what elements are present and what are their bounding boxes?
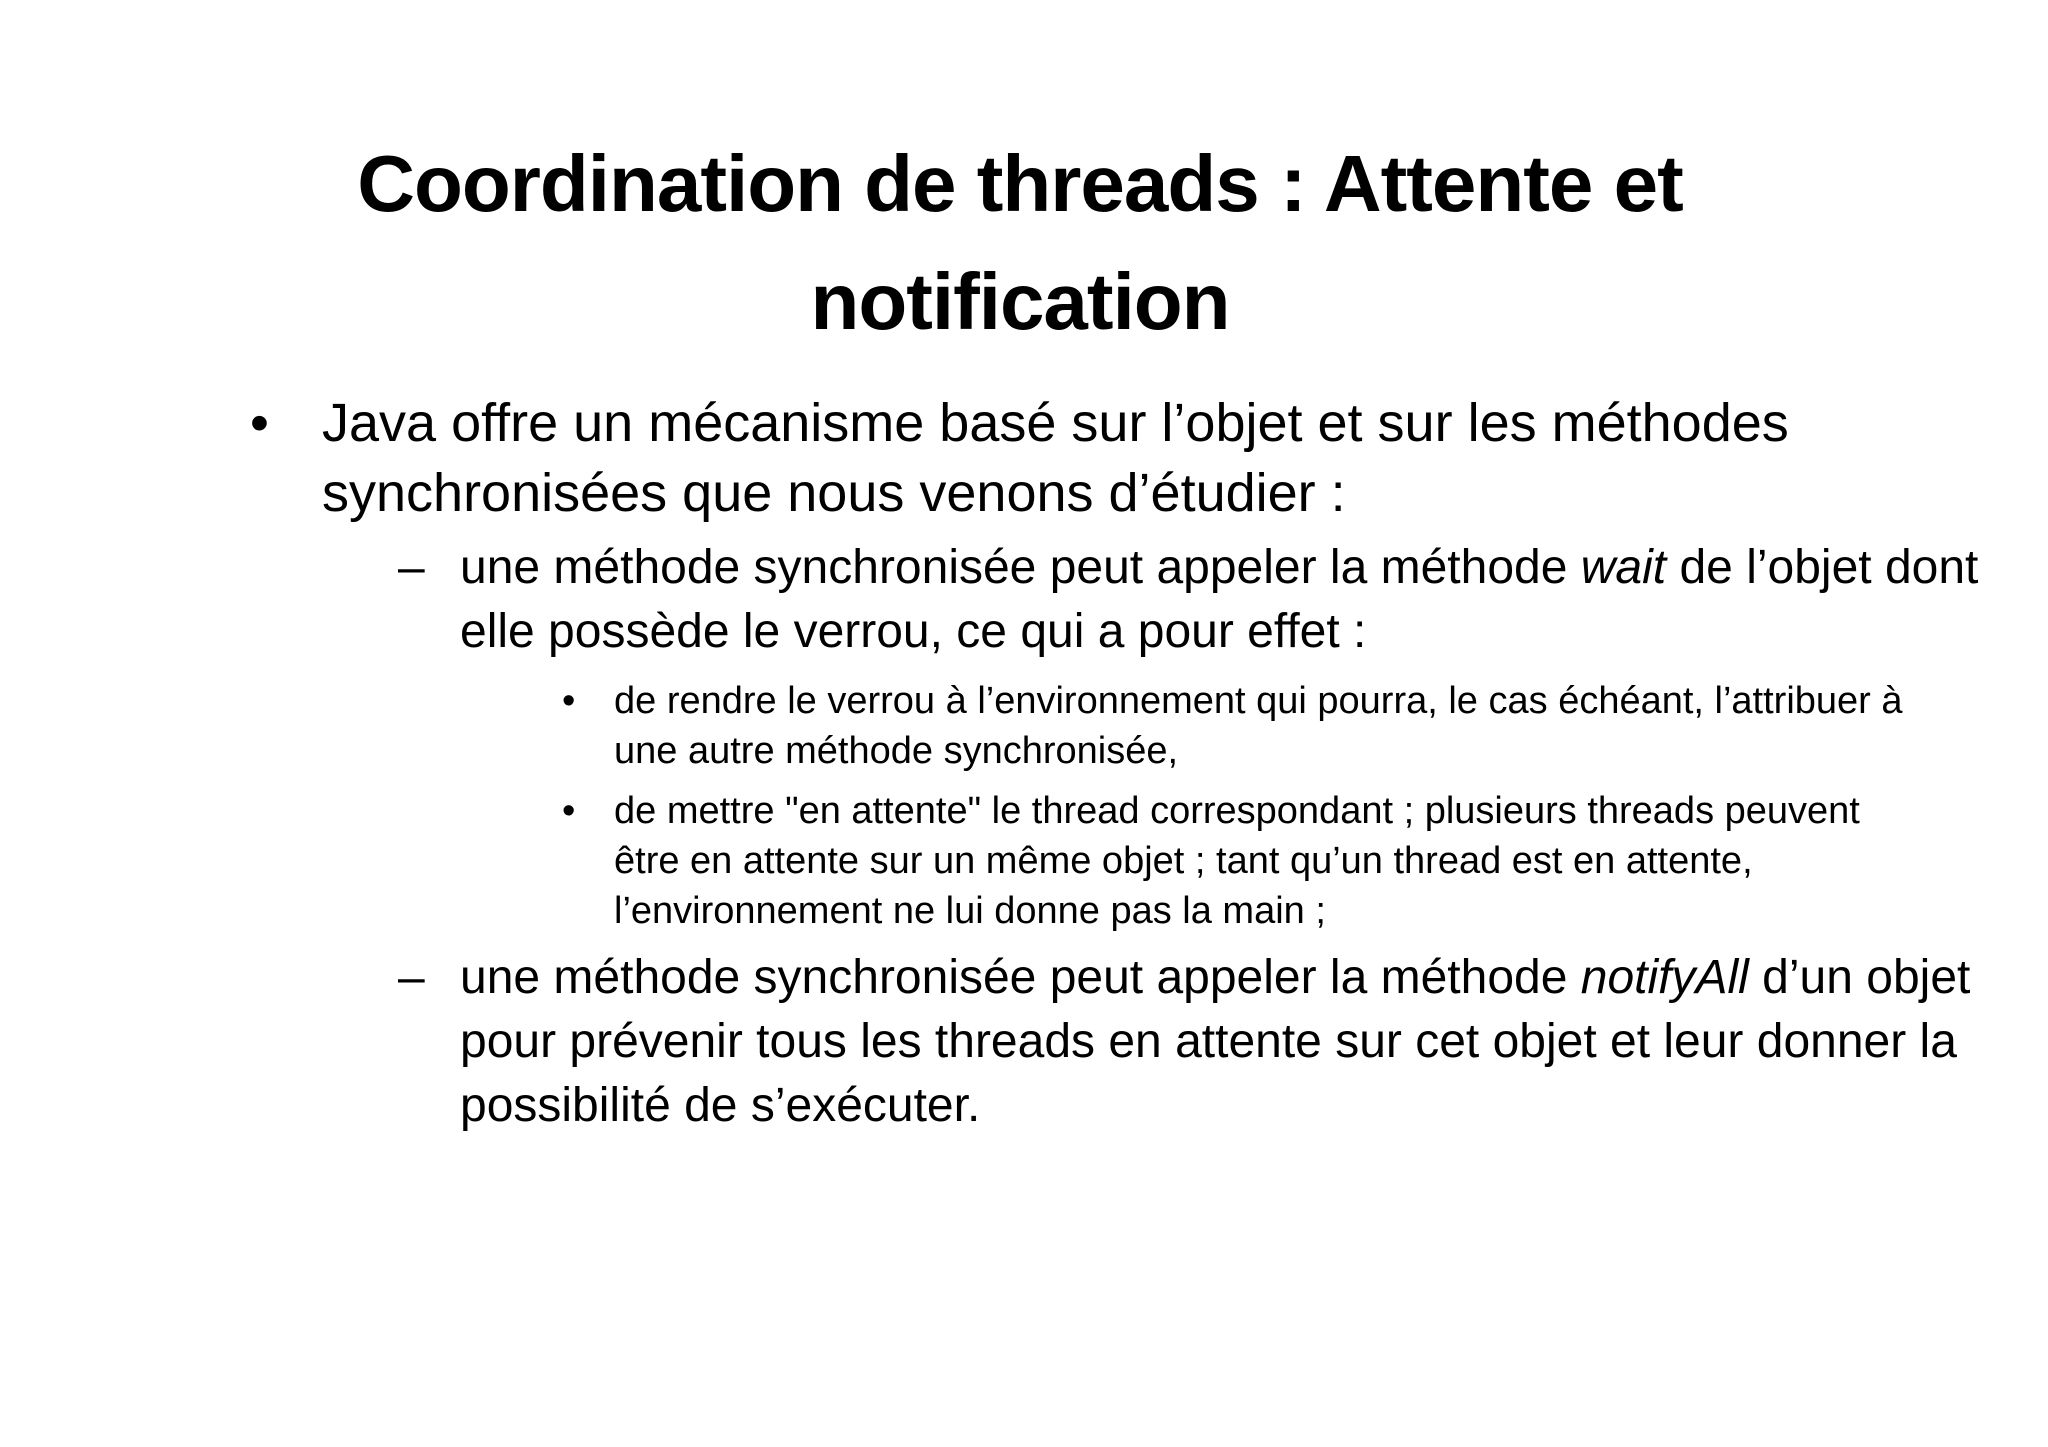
slide-title	[200, 125, 1840, 361]
sub-point-notifyall	[398, 946, 2020, 1138]
list-item	[562, 676, 1914, 776]
sub-point-wait-text-after: de l’objet dont elle possède le verrou, ce qui a pour effet :	[460, 541, 1979, 658]
dash-icon: –	[398, 541, 425, 594]
bullet-icon: •	[562, 790, 576, 832]
title-line-2: notification	[810, 257, 1230, 346]
method-name-notifyall: notifyAll	[1580, 951, 1749, 1004]
bullet-point-1-text: Java offre un mécanisme basé sur l’objet et sur les méthodes synchronisées que nous venons d’étudier :	[322, 393, 1789, 523]
method-name-wait: wait	[1580, 541, 1667, 594]
list-item-text: de mettre "en attente" le thread correspondant ; plusieurs threads peuvent être en attente sur un même objet ; tant qu’un thread est en attente, l’environnement ne lui donne pas la main ;	[614, 790, 1860, 932]
sub-point-wait-text-before: une méthode synchronisée peut appeler la méthode	[460, 541, 1581, 594]
title-line-1: Coordination de threads : Attente et	[357, 139, 1683, 228]
sub-point-notifyall-text-before: une méthode synchronisée peut appeler la méthode	[460, 951, 1581, 1004]
slide-body	[250, 388, 1979, 1138]
list-item-text: de rendre le verrou à l’environnement qui pourra, le cas échéant, l’attribuer à une autre méthode synchronisée,	[614, 680, 1903, 772]
bullet-icon: •	[562, 680, 576, 722]
bullet-icon: •	[250, 393, 269, 453]
dash-icon: –	[398, 951, 425, 1004]
sub-point-wait	[398, 536, 2010, 664]
bullet-point-1	[250, 388, 1872, 528]
sub-point-notifyall-text-after: d’un objet pour prévenir tous les threads en attente sur cet objet et leur donner la possibilité de s’exécuter.	[460, 951, 1971, 1132]
list-item	[562, 786, 1914, 936]
